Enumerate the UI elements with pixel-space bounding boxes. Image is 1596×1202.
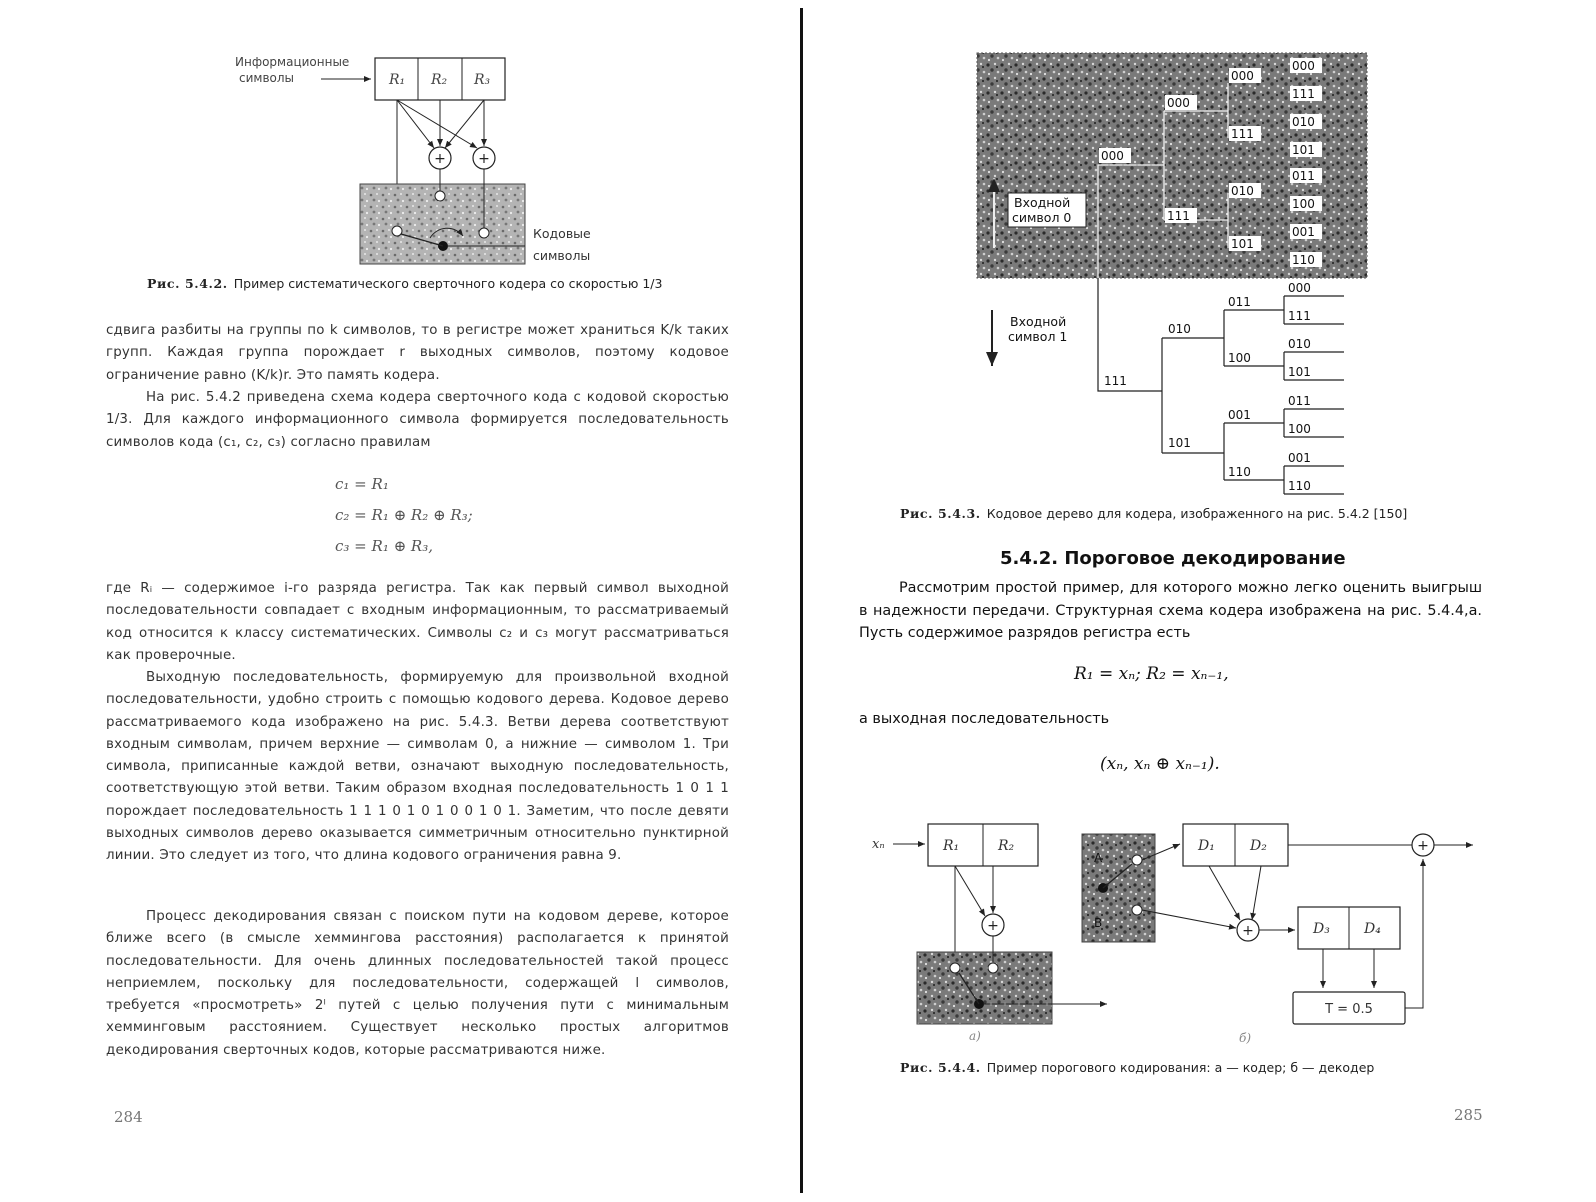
switch-contact-icon (988, 963, 998, 973)
branch-label: 111 (1292, 87, 1315, 101)
paragraph: а выходная последовательность (859, 711, 1110, 727)
caption-label: Рис. 5.4.4. (900, 1060, 981, 1075)
figure-5-4-2-encoder-diagram (225, 48, 615, 270)
decoder-commutator-box (1082, 834, 1155, 942)
branch-label: 100 (1292, 197, 1315, 211)
branch-label: 011 (1228, 295, 1251, 309)
paragraph: Выходную последовательность, формируемую для произвольной входной последовательности, удобно строить с помощью кодового дерева. Кодовое дерево рассматриваемого кода изображено на рис. 5.4.3. Ветви дерева соответствуют входным символам, причем верхние — символам 0, а нижние — символом 1. Три символа, приписанные каждой ветви, означают выходную последовательность, соответствующую этой ветви. Таким образом входная последовательность 1 0 1 1 порождает последовательность 1 1 1 0 1 0 1 0 0 1 0 1. Заметим, что после девяти выходных символов дерево оказывается симметричным относительно пунктирной линии. Это следует из того, что длина кодового ограничения равна 9. (106, 670, 729, 864)
input-label-line1: Информационные (235, 55, 350, 69)
branch-label: 001 (1292, 225, 1315, 239)
sub-label-b: б) (1239, 1031, 1252, 1045)
paragraph: где Rᵢ — содержимое i-го разряда регистра. Так как первый символ выходной последовательности совпадает с входным информационным, то рассматриваемый код относится к классу систематических. Символы c₂ и c₃ могут рассматриваться как проверочные. (106, 581, 729, 663)
figure-5-4-2-caption (147, 276, 662, 291)
paragraph: На рис. 5.4.2 приведена схема кодера сверточного кода с кодовой скоростью 1/3. Для каждого информационного символа формируется последовательность символов кода (c₁, c₂, c₃) согласно правилам (106, 390, 729, 450)
switch-contact-icon (435, 191, 445, 201)
section-heading: 5.4.2. Пороговое декодирование (1000, 548, 1346, 569)
figure-5-4-3-caption (900, 506, 1407, 521)
branch-label: 010 (1168, 322, 1191, 336)
page-number: 284 (114, 1108, 143, 1126)
switch-contact-icon (392, 226, 402, 236)
decoder-d1: D₁ (1198, 838, 1215, 854)
branch-label: 000 (1292, 59, 1315, 73)
branch-label: 000 (1231, 69, 1254, 83)
input-symbol-1-line1: Входной (1010, 314, 1067, 329)
encoder-commutator-box (917, 952, 1052, 1024)
book-spine-divider (800, 8, 803, 1193)
caption-label: Рис. 5.4.3. (900, 506, 981, 521)
branch-label: 101 (1292, 143, 1315, 157)
switch-label-b: B (1094, 916, 1103, 930)
switch-contact-icon (1132, 855, 1142, 865)
switch-label-a: A (1094, 851, 1103, 865)
input-symbol-0-line1: Входной (1014, 195, 1071, 210)
formula-registers: R₁ = xₙ; R₂ = xₙ₋₁, (1074, 664, 1229, 684)
formula-c3: c₃ = R₁ ⊕ R₃, (335, 537, 434, 555)
caption-text: Пример порогового кодирования: а — кодер; б — декодер (986, 1060, 1375, 1075)
input-label-line2: символы (239, 71, 295, 85)
branch-label: 000 (1101, 149, 1124, 163)
paragraph: сдвига разбиты на группы по k символов, то в регистре может храниться K/k таких групп. Каждая группа порождает r выходных символов, поэтому кодовое ограничение равно (K/k)r. Это память кодера. (106, 323, 729, 383)
paragraph: Рассмотрим простой пример, для которого можно легко оценить выигрыш в надежности передачи. Структурная схема кодера изображена на рис. 5.4.4,a. Пусть содержимое разрядов регистра есть (859, 580, 1482, 641)
switch-contact-icon (950, 963, 960, 973)
branch-label: 010 (1292, 115, 1315, 129)
left-page (0, 0, 796, 1202)
branch-label: 111 (1231, 127, 1254, 141)
figure-5-4-3-code-tree (972, 48, 1372, 498)
input-symbol-0-line2: символ 0 (1012, 210, 1072, 225)
branch-label: 110 (1228, 465, 1251, 479)
branch-label: 111 (1167, 209, 1190, 223)
sub-label-a: а) (969, 1029, 981, 1043)
branch-label: 101 (1168, 436, 1191, 450)
encoder-r1: R₁ (943, 838, 960, 854)
decoder-adder-symbol: + (1242, 923, 1254, 939)
adder-2-symbol: + (478, 151, 490, 167)
adder-1-symbol: + (434, 151, 446, 167)
branch-label: 101 (1231, 237, 1254, 251)
branch-label: 001 (1288, 451, 1311, 465)
register-r1: R₁ (389, 72, 406, 88)
branch-label: 111 (1288, 309, 1311, 323)
switch-contact-icon (479, 228, 489, 238)
branch-label: 010 (1231, 184, 1254, 198)
branch-label: 100 (1288, 422, 1311, 436)
threshold-label: T = 0.5 (1325, 1002, 1373, 1017)
paragraph: Процесс декодирования связан с поиском пути на кодовом дереве, которое ближе всего (в смысле хеммингова расстояния) располагается к принятой последовательности. Для очень длинных последовательностей такой процесс неприемлем, поскольку для последовательности, содержащей l символов, требуется «просмотреть» 2ˡ путей с целью получения пути с минимальным хемминговым расстоянием. Существует несколько простых алгоритмов декодирования сверточных кодов, которые рассматриваются ниже. (106, 909, 729, 1058)
register-r3: R₃ (474, 72, 491, 88)
input-xn: xₙ (872, 837, 885, 852)
formula-c1: c₁ = R₁ (335, 475, 389, 493)
page-number: 285 (1454, 1106, 1483, 1124)
figure-5-4-4-threshold-diagram (867, 812, 1487, 1052)
formula-output: (xₙ, xₙ ⊕ xₙ₋₁). (1100, 754, 1220, 774)
decoder-d4: D₄ (1364, 921, 1381, 937)
branch-label: 010 (1288, 337, 1311, 351)
output-label-line1: Кодовые (533, 226, 591, 241)
decoder-d3: D₃ (1313, 921, 1330, 937)
branch-label: 110 (1292, 253, 1315, 267)
figure-5-4-4-caption (900, 1060, 1374, 1075)
encoder-adder-symbol: + (987, 918, 999, 934)
input-symbol-1-line2: символ 1 (1008, 329, 1068, 344)
branch-label: 011 (1288, 394, 1311, 408)
branch-label: 101 (1288, 365, 1311, 379)
caption-label: Рис. 5.4.2. (147, 276, 228, 291)
encoder-r2: R₂ (998, 838, 1015, 854)
branch-label: 001 (1228, 408, 1251, 422)
decoder-d2: D₂ (1250, 838, 1267, 854)
switch-contact-icon (1132, 905, 1142, 915)
caption-text: Пример систематического сверточного кодера со скоростью 1/3 (233, 276, 663, 291)
branch-label: 111 (1104, 374, 1127, 388)
right-page (812, 0, 1596, 1202)
output-label-line2: символы (533, 248, 591, 263)
output-adder-symbol: + (1417, 838, 1429, 854)
branch-label: 000 (1167, 96, 1190, 110)
branch-label: 011 (1292, 169, 1315, 183)
register-r2: R₂ (431, 72, 448, 88)
branch-label: 000 (1288, 281, 1311, 295)
branch-label: 100 (1228, 351, 1251, 365)
branch-label: 110 (1288, 479, 1311, 493)
formula-c2: c₂ = R₁ ⊕ R₂ ⊕ R₃; (335, 506, 473, 524)
caption-text: Кодовое дерево для кодера, изображенного на рис. 5.4.2 [150] (986, 506, 1408, 521)
